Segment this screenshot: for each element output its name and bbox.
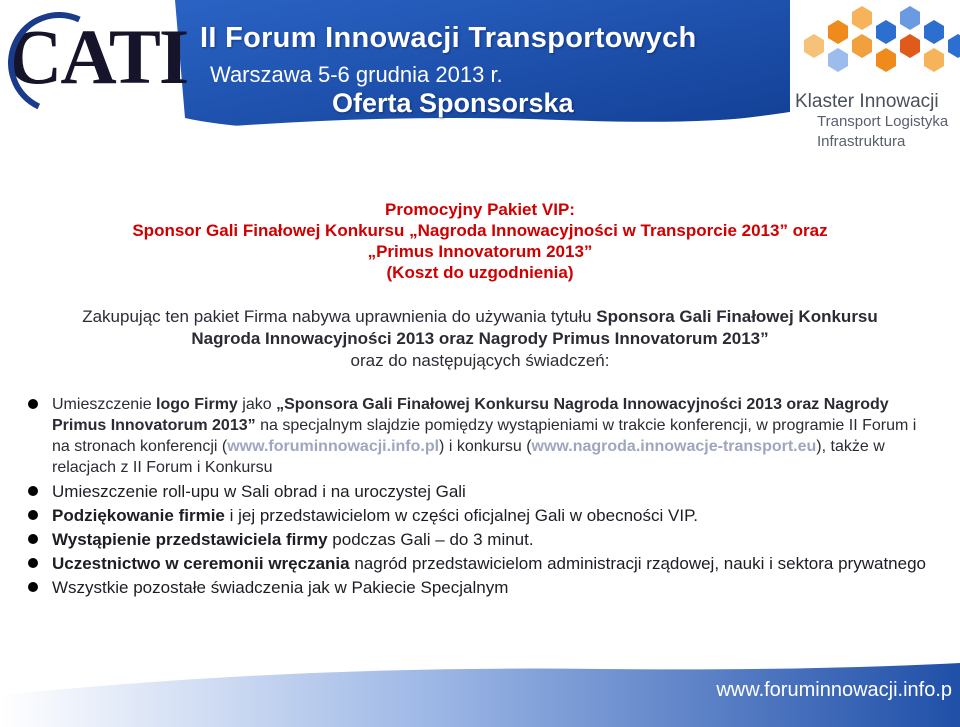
footer-website-link[interactable]: www.foruminnowacji.info.p [716,679,952,701]
vip-cost-line: (Koszt do uzgodnienia) [386,263,574,282]
cati-logo: CATI [6,18,187,96]
forum-website-link[interactable]: www.foruminnowacji.info.pl [227,438,440,455]
header-banner [0,0,960,172]
forum-title: II Forum Innowacji Transportowych [200,22,697,54]
offer-title: Oferta Sponsorska [332,88,574,118]
bullet-icon [28,558,38,568]
list-item: Umieszczenie logo Firmy jako „Sponsora Gali Finałowej Konkursu Nagroda Innowacyjności 2013 oraz Nagrody Primus Innovatorum 2013” na specjalnym slajdzie pomiędzy wystąpieniami w trakcie konferencji, w programie II Forum i na stronach konferencji (www.foruminnowacji.info.pl) i konkursu (www.nagroda.innowacje-transport.eu), także w relacjach z II Forum i Konkursu [28,394,928,478]
list-item: Uczestnictwo w ceremonii wręczania nagród przedstawicielom administracji rządowej, nauki i sektora prywatnego [28,553,928,574]
klaster-logo: Klaster Innowacji Transport Logistyka Infrastruktura [795,91,949,150]
list-item: Podziękowanie firmie i jej przedstawicielom w części oficjalnej Gali w obecności VIP. [28,505,928,526]
footer-banner [0,655,960,727]
bullet-icon [28,582,38,592]
list-item: Wystąpienie przedstawiciela firmy podczas Gali – do 3 minut. [28,529,928,550]
bullet-icon [28,510,38,520]
vip-primus-line: „Primus Innovatorum 2013” [367,242,593,261]
bullet-icon [28,534,38,544]
vip-sponsor-line: Sponsor Gali Finałowej Konkursu „Nagroda Innowacyjności w Transporcie 2013” oraz [132,221,828,240]
bullet-icon [28,399,38,409]
benefits-list [28,394,928,601]
list-item: Wszystkie pozostałe świadczenia jak w Pakiecie Specjalnym [28,577,928,598]
bullet-icon [28,486,38,496]
forum-date: Warszawa 5-6 grudnia 2013 r. [210,62,503,87]
intro-paragraph: Zakupując ten pakiet Firma nabywa uprawnienia do używania tytułu Sponsora Gali Finałowej Konkursu Nagroda Innowacyjności 2013 oraz Nagrody Primus Innovatorum 2013” oraz do następujących świadczeń: [82,307,878,370]
contest-website-link[interactable]: www.nagroda.innowacje-transport.eu [531,438,817,455]
list-item: Umieszczenie roll-upu w Sali obrad i na uroczystej Gali [28,481,928,502]
vip-heading: Promocyjny Pakiet VIP: [385,200,575,219]
